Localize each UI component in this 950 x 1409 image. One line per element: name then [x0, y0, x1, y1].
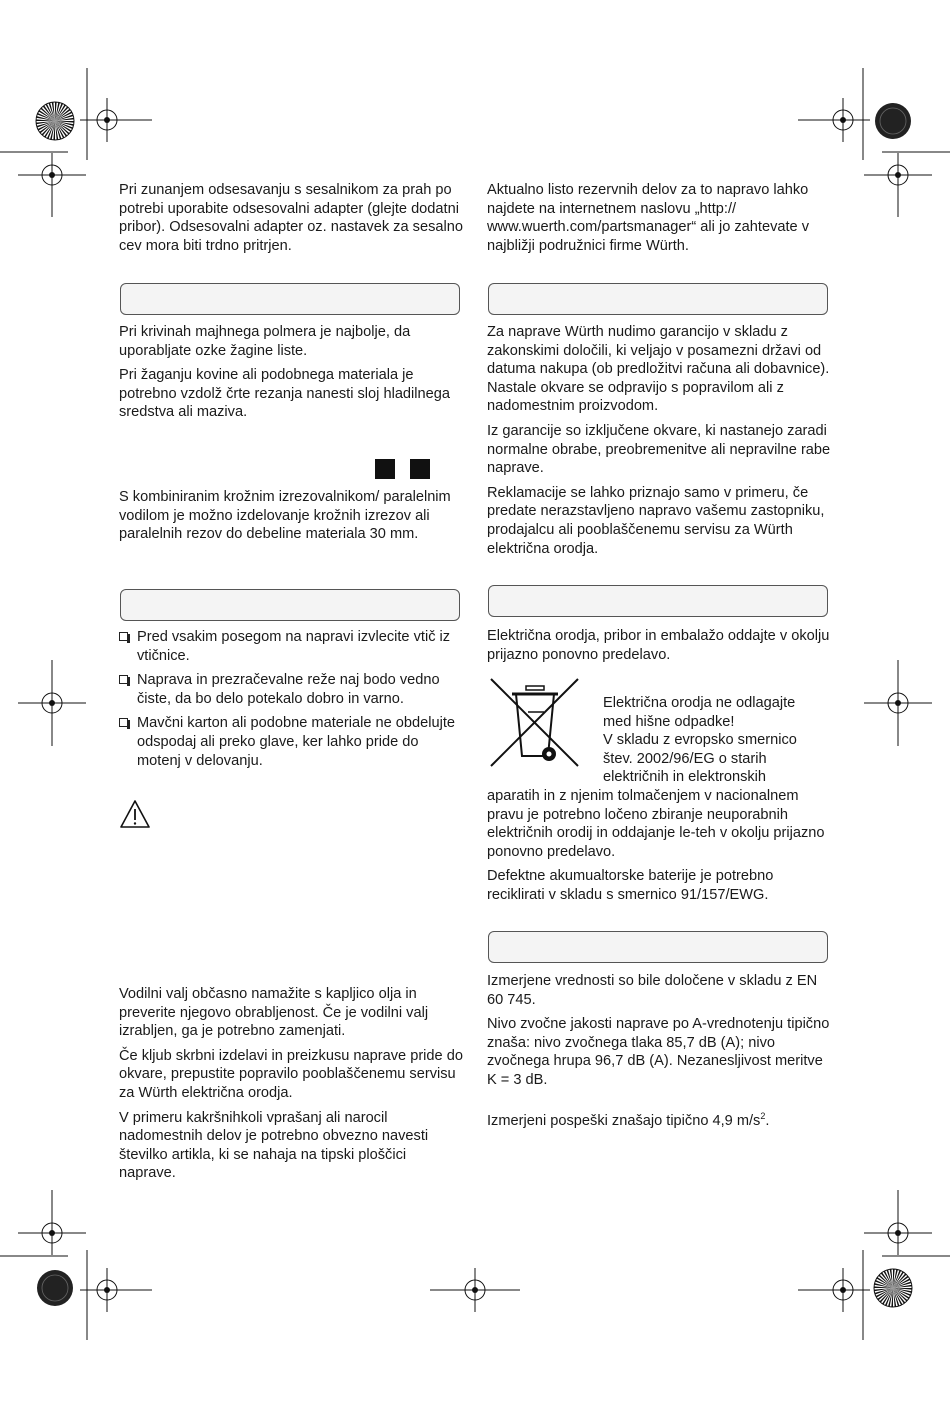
warranty-paragraph: Za naprave Würth nudimo garancijo v skladu z zakonskimi določili, ki veljajo v posamezni državi od datuma nakupa (ob predložitvi računa ali dobavnice). Nastale okvare se odpravijo s popravilom ali z nadomestnim proizvodom. — [487, 324, 830, 415]
bin-text-line: med hišne odpadke! — [603, 713, 735, 730]
noise-standard-text: Izmerjene vrednosti so bile določene v skladu z EN 60 745. — [487, 973, 818, 1008]
vibration-text — [487, 1112, 832, 1131]
list-item — [119, 628, 464, 665]
vibration-block — [487, 1112, 832, 1137]
checkbox-bullet-icon — [119, 632, 128, 641]
list-item — [119, 714, 464, 770]
repair-service-text: Če kljub skrbni izdelavi in preizkusu naprave pride do okvare, prepustite popravilo pooblaščenemu servisu za Würth električna orodja. — [119, 1047, 463, 1101]
bin-text-line: štev. 2002/96/EG o starih — [603, 750, 767, 767]
guide-roller-and-service — [119, 985, 464, 1189]
list-item-text: Pred vsakim posegom na napravi izvlecite vtič iz vtičnice. — [137, 629, 451, 664]
narrow-blades-text: Pri krivinah majhnega polmera je najbolje, da uporabljate ozke žagine liste. — [119, 324, 411, 359]
bin-text-line: V skladu z evropsko smernico — [603, 732, 797, 749]
checkbox-bullet-icon — [119, 718, 128, 727]
black-marker-square — [410, 459, 430, 479]
warning-triangle-icon — [118, 798, 152, 830]
spare-parts-order-text: V primeru kakršnihkoli vprašanj ali narocil nadomestnih delov je potrebno obvezno navesti številko artikla, ki se nahaja na tipski ploščici naprave. — [119, 1109, 429, 1182]
disposal-text: Električna orodja, pribor in embalažo oddajte v okolju prijazno ponovno predelavo. — [487, 628, 830, 663]
sawing-tips — [119, 323, 464, 428]
combi-cutter-text: S kombiniranim krožnim izrezovalnikom/ paralelnim vodilom je možno izdelovanje krožnih izrezov ali paralelnih rezov do debeline materiala 30 mm. — [119, 489, 451, 543]
maintenance-checklist — [119, 628, 464, 776]
noise-level-text: Nivo zvočne jakosti naprave po A-vrednotenju tipično znaša: nivo zvočnega tlaka 85,7 dB (A); nivo zvočnega hrupa 96,7 dB (A). Nezanesljivost meritve K = 3 dB. — [487, 1016, 830, 1088]
section-heading-box-noise — [488, 931, 828, 963]
exhaust-adapter-text: Pri zunanjem odsesavanju s sesalnikom za prah po potrebi uporabite odsesovalni adapter (glejte dodatni pribor). Odsesovalni adapter oz. nastavek za sesalno cev mora biti trdno pritrjen. — [119, 182, 463, 254]
bin-side-text — [603, 694, 833, 787]
battery-recycling-text: Defektne akumualtorske baterije je potrebno reciklirati v skladu s smernico 91/157/EWG. — [487, 868, 774, 903]
parts-list-text: Aktualno listo rezervnih delov za to napravo lahko najdete na internetnem naslovu „http:// www.wuerth.com/partsmanager“ ali jo zahtevate v najbližji podružnici firme Würth. — [487, 182, 810, 254]
checkbox-bullet-icon — [119, 675, 128, 684]
bin-text-line: Električna orodja ne odlagajte — [603, 695, 796, 711]
list-item-text: Mavčni karton ali podobne materiale ne obdelujte odspodaj ali preko glave, ker lahko pride do motenj v delovanju. — [137, 715, 456, 769]
bin-text-line: električnih in elektronskih — [603, 769, 767, 786]
noise-block — [487, 972, 832, 1096]
list-item — [119, 671, 464, 708]
disposal-continued — [487, 787, 832, 911]
section-heading-box-warranty — [488, 283, 828, 315]
warranty-text-block — [487, 323, 832, 564]
disposal-intro — [487, 627, 832, 670]
vibration-period: . — [765, 1113, 770, 1129]
guide-roller-text: Vodilni valj občasno namažite s kapljico olja in preverite njegovo obrabljenost. Če je vodilni valj izrabljen, ga je potrebno zamenjati. — [119, 986, 429, 1040]
crossed-out-wheelie-bin-icon — [488, 676, 582, 770]
left-intro — [119, 181, 464, 261]
section-heading-box-disposal — [488, 585, 828, 617]
section-heading-box-sawing — [120, 283, 460, 315]
vibration-value: Izmerjeni pospeški znašajo tipično 4,9 m/s — [487, 1113, 761, 1129]
coolant-text: Pri žaganju kovine ali podobnega materiala je potrebno vzdolž črte rezanja nanesti sloj hladilnega sredstva ali maziva. — [119, 367, 450, 421]
black-marker-square — [375, 459, 395, 479]
weee-directive-text: aparatih in z njenim tolmačenjem v nacionalnem pravu je potrebno ločeno zbiranje neuporabnih električnih orodij in oddajanje le-teh v okolju prijazno ponovno predelavo. — [487, 788, 825, 860]
section-heading-box-maintenance — [120, 589, 460, 621]
warranty-paragraph: Reklamacije se lahko priznajo samo v primeru, če predate nerazstavljeno napravo vašemu zastopniku, prodajalcu ali pooblaščenemu servisu za Würth električna orodja. — [487, 484, 825, 557]
list-item-text: Naprava in prezračevalne reže naj bodo vedno čiste, da bo delo potekalo dobro in varno. — [137, 672, 440, 707]
warranty-paragraph: Iz garancije so izključene okvare, ki nastanejo zaradi normalne obrabe, preobremenitve ali nepravilne rabe naprave. — [487, 422, 831, 477]
combi-cutter — [119, 488, 464, 550]
vibration-unit-exponent: 2 — [760, 1111, 766, 1122]
right-intro — [487, 181, 832, 261]
